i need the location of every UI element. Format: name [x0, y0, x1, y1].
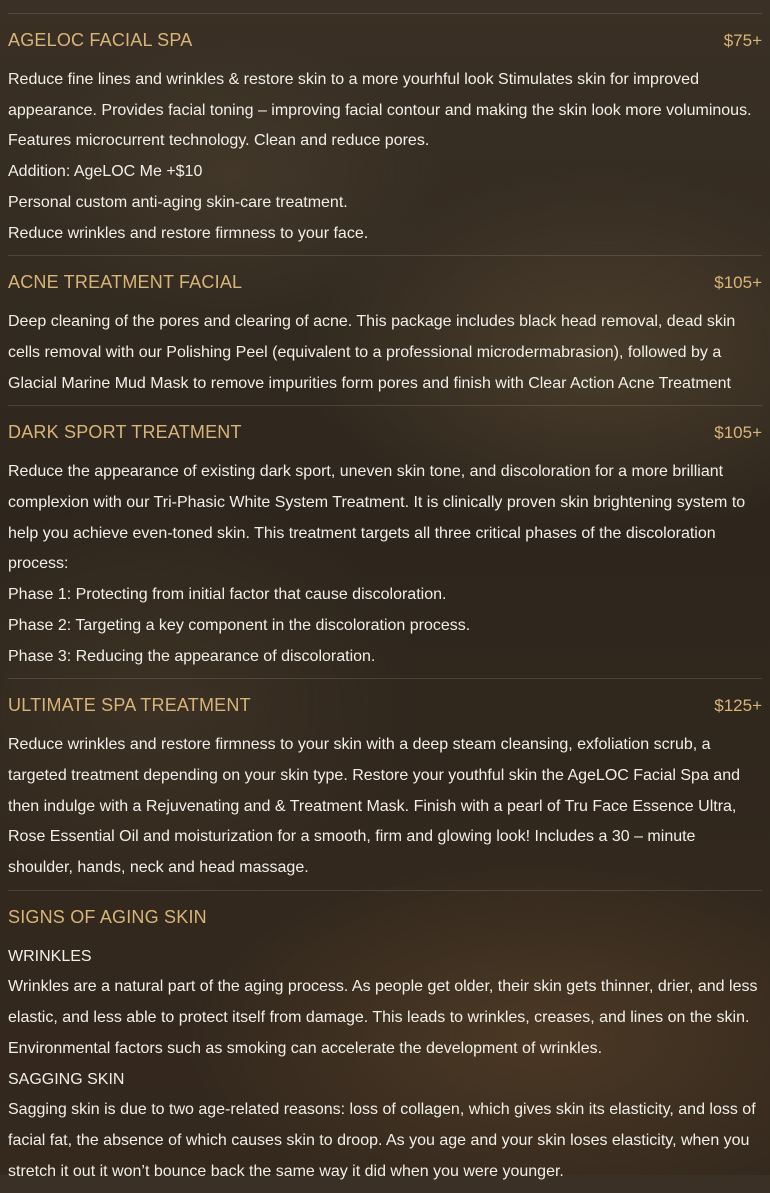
service-title: AGELOC FACIAL SPA — [8, 30, 193, 50]
description-paragraph: Reduce fine lines and wrinkles & restore skin to a more yourhful look Stimulates skin for improved appearance. Provides facial toning – improving facial contour and making the skin look more voluminous. Features microcurrent technology. Clean and reduce pores. — [8, 71, 752, 150]
service-description — [8, 50, 762, 249]
description-paragraph: Reduce wrinkles and restore firmness to your face. — [8, 224, 369, 242]
description-paragraph: Deep cleaning of the pores and clearing of acne. This package includes black head removal, dead skin cells removal with our Polishing Peel (equivalent to a professional microdermabrasion), followed by a Glacial Marine Mud Mask to remove impurities form pores and finish with Clear Action Acne Treatment — [8, 313, 736, 392]
service-title: ACNE TREATMENT FACIAL — [8, 272, 243, 293]
service-title: DARK SPORT TREATMENT — [8, 422, 242, 443]
service-price: $125+ — [714, 696, 762, 716]
description-paragraph: Personal custom anti-aging skin-care treatment. — [8, 193, 348, 211]
info-signs-of-aging-skin — [8, 891, 762, 1193]
description-paragraph: Addition: AgeLOC Me +$10 — [8, 163, 203, 181]
previous-section-fragment — [8, 0, 762, 14]
description-paragraph: Reduce the appearance of existing dark sport, uneven skin tone, and discoloration for a more brilliant complexion with our Tri-Phasic White System Treatment. It is clinically proven skin brightening system to help you achieve even-toned skin. This treatment targets all three critical phases of the discoloration process: — [8, 463, 746, 573]
service-title: ULTIMATE SPA TREATMENT — [8, 695, 251, 716]
service-header — [8, 14, 762, 50]
service-price: $105+ — [714, 273, 762, 293]
subheading-wrinkles: WRINKLES — [8, 947, 92, 965]
description-paragraph: Phase 3: Reducing the appearance of discoloration. — [8, 647, 376, 665]
description-paragraph: Reduce wrinkles and restore firmness to your skin with a deep steam cleansing, exfoliation scrub, a targeted treatment depending on your skin type. Restore your youthful skin the AgeLOC Facial Spa and then indulge with a Rejuvenating and & Treatment Mask. Finish with a pearl of Tru Face Essence Ultra, Rose Essential Oil and moisturization for a smooth, firm and glowing look! Includes a 30 – minute shoulder, hands, neck and head massage. — [8, 736, 740, 877]
service-header — [8, 679, 762, 715]
service-price: $105+ — [714, 423, 762, 443]
subheading-sagging-skin: SAGGING SKIN — [8, 1070, 125, 1088]
description-paragraph: Wrinkles are a natural part of the aging process. As people get older, their skin gets thinner, drier, and less elastic, and less able to protect itself from damage. This leads to wrinkles, creases, and lines on the skin. Environmental factors such as smoking can accelerate the development of wrinkles. — [8, 978, 758, 1057]
service-header — [8, 406, 762, 442]
description-paragraph: Phase 1: Protecting from initial factor that cause discoloration. — [8, 586, 447, 604]
service-ultimate-spa-treatment — [8, 679, 762, 891]
service-acne-treatment-facial — [8, 256, 762, 406]
service-description — [8, 927, 762, 1188]
description-paragraph: Phase 2: Targeting a key component in the discoloration process. — [8, 616, 471, 634]
service-header — [8, 891, 762, 927]
description-paragraph: Sagging skin is due to two age-related reasons: loss of collagen, which gives skin its elasticity, and loss of facial fat, the absence of which causes skin to droop. As you age and your skin loses elasticity, when you stretch it out it won’t bounce back the same way it did when you were younger. — [8, 1101, 756, 1180]
service-ageloc-facial-spa — [8, 14, 762, 256]
service-dark-sport-treatment — [8, 406, 762, 679]
service-title: SIGNS OF AGING SKIN — [8, 906, 207, 927]
service-description — [8, 442, 762, 672]
service-header — [8, 256, 762, 292]
service-description — [8, 292, 762, 399]
service-price: $75+ — [723, 31, 762, 50]
service-description — [8, 715, 762, 884]
